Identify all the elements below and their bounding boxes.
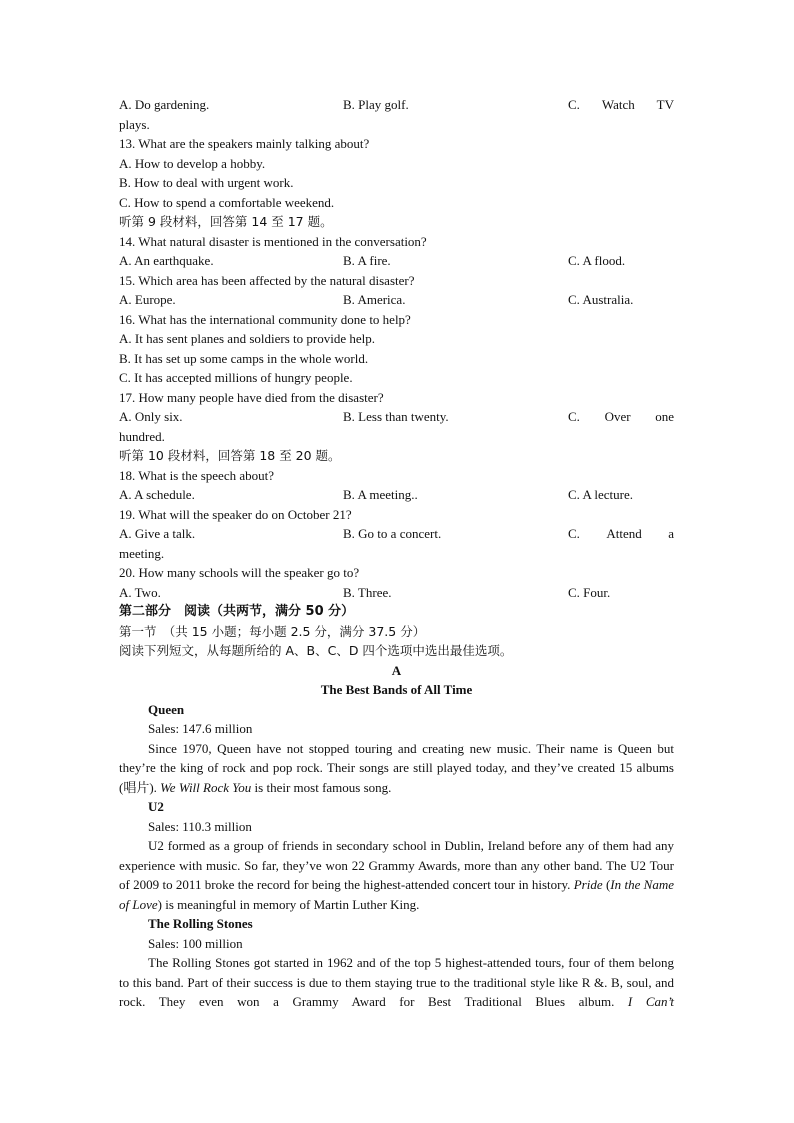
q16-option-c: C. It has accepted millions of hungry people. (119, 370, 353, 385)
q19-options (119, 524, 674, 544)
q15-option-a: A. Europe. (119, 292, 176, 307)
song-subtitle: In the Name of Love (119, 877, 674, 912)
band-sales-rolling-stones: Sales: 100 million (148, 935, 243, 951)
q17-question: 17. How many people have died from the disaster? (119, 389, 384, 405)
q17-option-c: C. Over one (568, 409, 674, 424)
q12-option-a: A. Do gardening. (119, 97, 210, 112)
q20-options (119, 583, 674, 603)
q17-option-c-continued: hundred. (119, 428, 165, 444)
q20-question: 20. How many schools will the speaker go to? (119, 565, 360, 580)
q15-question: 15. Which area has been affected by the natural disaster? (119, 272, 415, 288)
section-1-title: 第一节 （共 15 小题；每小题 2.5 分，满分 37.5 分） (119, 623, 426, 639)
passage-letter: A (391, 662, 402, 678)
q20-option-b: B. Three. (343, 584, 392, 600)
q14-option-c: C. A flood. (568, 253, 626, 268)
q20-option-a: A. Two. (119, 584, 161, 600)
song-title: Pride (573, 877, 603, 892)
band-description-u2: U2 formed as a group of friends in secondary school in Dublin, Ireland before any of them had any experience with music. So far, they’ve won 22 Grammy Awards, more than any other band. The U2 Tour of 2009 to 2011 broke the record for being the highest-attended concert tour in history. Pride (In the Name of Love) is meaningful in memory of Martin Luther King. (119, 838, 674, 912)
part-2-title: 第二部分 阅读（共两节，满分 50 分） (119, 604, 355, 619)
reading-instruction: 阅读下列短文，从每题所给的 A、B、C、D 四个选项中选出最佳选项。 (119, 643, 513, 658)
band-sales-u2: Sales: 110.3 million (148, 818, 252, 834)
passage-title: The Best Bands of All Time (320, 682, 473, 697)
q19-option-b: B. Go to a concert. (343, 526, 442, 541)
q16-option-b: B. It has set up some camps in the whole world. (119, 350, 369, 366)
band-name-queen: Queen (148, 701, 185, 717)
q18-options (119, 485, 674, 505)
q16-option-a: A. It has sent planes and soldiers to provide help. (119, 331, 375, 346)
q13-option-b: B. How to deal with urgent work. (119, 175, 294, 190)
band-sales-queen: Sales: 147.6 million (148, 721, 253, 736)
q18-question: 18. What is the speech about? (119, 467, 274, 483)
q15-option-c: C. Australia. (568, 292, 634, 307)
band-name-rolling-stones: The Rolling Stones (148, 916, 253, 931)
band-description-rolling-stones: The Rolling Stones got started in 1962 and of the top 5 highest-attended tours, four of them belong to this band. Part of their success is due to them staying true to the traditional style like R &. B, soul, and rock. They even won a Grammy Award for Best Traditional Blues album. I Can’t (119, 955, 675, 1009)
q12-option-b: B. Play golf. (343, 97, 409, 112)
q17-option-a: A. Only six. (119, 409, 183, 424)
section-9-instruction: 听第 9 段材料，回答第 14 至 17 题。 (119, 214, 333, 229)
q18-option-c: C. A lecture. (568, 487, 633, 502)
section-10-instruction: 听第 10 段材料，回答第 18 至 20 题。 (119, 448, 341, 463)
q16-question: 16. What has the international community done to help? (119, 311, 411, 327)
q15-option-b: B. America. (343, 292, 406, 307)
q18-option-b: B. A meeting.. (343, 487, 418, 502)
q17-option-b: B. Less than twenty. (343, 409, 449, 424)
q20-option-c: C. Four. (568, 584, 611, 600)
q15-options (119, 290, 674, 310)
q19-question: 19. What will the speaker do on October 21? (119, 506, 352, 522)
song-title: I Can’t (627, 994, 675, 1009)
q12-option-c: C. Watch TV (568, 97, 674, 112)
q19-option-a: A. Give a talk. (119, 526, 196, 541)
q19-option-c: C. Attend a (568, 526, 674, 541)
song-title: We Will Rock You (160, 779, 252, 795)
q12-options (119, 95, 674, 115)
band-name-u2: U2 (148, 799, 164, 814)
q19-option-c-continued: meeting. (119, 545, 165, 561)
q12-option-c-continued: plays. (119, 116, 150, 132)
q13-option-c: C. How to spend a comfortable weekend. (119, 194, 335, 210)
q14-option-b: B. A fire. (343, 253, 391, 268)
q14-option-a: A. An earthquake. (119, 253, 214, 268)
q17-options (119, 407, 674, 427)
q13-option-a: A. How to develop a hobby. (119, 155, 266, 171)
q14-options (119, 251, 674, 271)
band-description-queen: Since 1970, Queen have not stopped touring and creating new music. Their name is Queen but they’re the king of rock and pop rock. Their songs are still played today, and they’ve created 15 albums (唱片). We Will Rock You is their most famous song. (119, 740, 674, 795)
q18-option-a: A. A schedule. (119, 487, 195, 502)
q13-question: 13. What are the speakers mainly talking about? (119, 136, 370, 151)
page-content (119, 95, 674, 1012)
q14-question: 14. What natural disaster is mentioned in the conversation? (119, 233, 427, 249)
